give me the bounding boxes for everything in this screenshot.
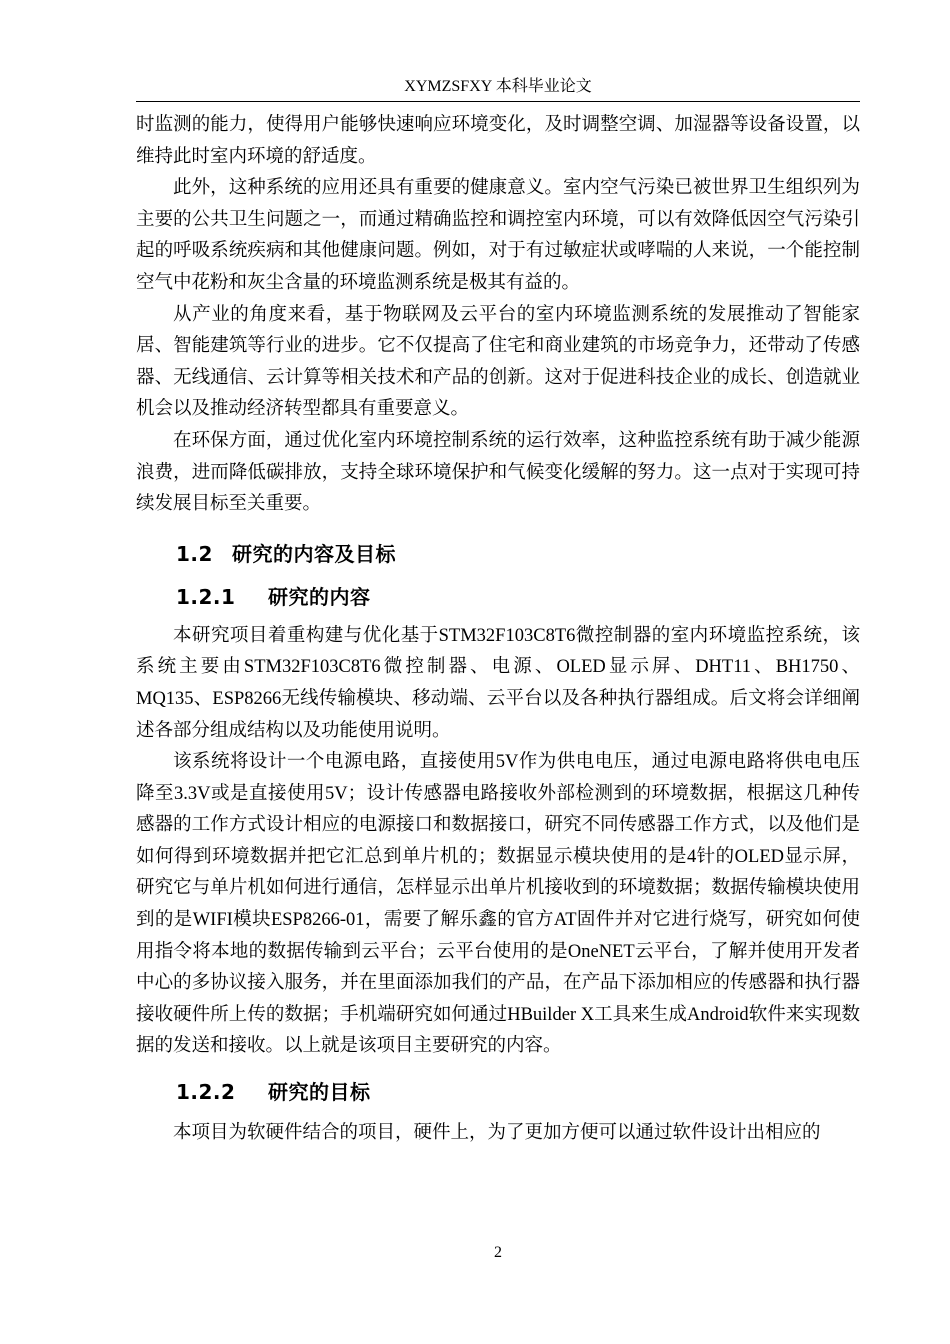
page-number: 2 [494,1244,502,1261]
subsection-number: 1.2.2 [176,1080,236,1105]
body-paragraph: 此外，这种系统的应用还具有重要的健康意义。室内空气污染已被世界卫生组织列为主要的公共卫生问题之一，而通过精确监控和调控室内环境，可以有效降低因空气污染引起的呼吸系统疾病和其他健康问题。例如，对于有过敏症状或哮喘的人来说，一个能控制空气中花粉和灰尘含量的环境监测系统是极其有益的。 [136,178,860,293]
subsection-heading-1-2-1 [136,577,860,617]
body-paragraph: 本项目为软硬件结合的项目，硬件上，为了更加方便可以通过软件设计出相应的 [173,1123,821,1144]
body-paragraph: 该系统将设计一个电源电路，直接使用5V作为供电电压，通过电源电路将供电电压降至3.3V或是直接使用5V；设计传感器电路接收外部检测到的环境数据，根据这几种传感器的工作方式设计相应的电源接口和数据接口，研究不同传感器工作方式，以及他们是如何得到环境数据并把它汇总到单片机的；数据显示模块使用的是4针的OLED显示屏，研究它与单片机如何进行通信，怎样显示出单片机接收到的环境数据；数据传输模块使用到的是WIFI模块ESP8266-01，需要了解乐鑫的官方AT固件并对它进行烧写，研究如何使用指令将本地的数据传输到云平台；云平台使用的是OneNET云平台，了解并使用开发者中心的多协议接入服务，并在里面添加我们的产品，在产品下添加相应的传感器和执行器接收硬件所上传的数据；手机端研究如何通过HBuilder X工具来生成Android软件来实现数据的发送和接收。以上就是该项目主要研究的内容。 [136,752,860,1057]
body-paragraph: 本研究项目着重构建与优化基于STM32F103C8T6微控制器的室内环境监控系统，该系统主要由STM32F103C8T6微控制器、电源、OLED显示屏、DHT11、BH1750、MQ135、ESP8266无线传输模块、移动端、云平台以及各种执行器组成。后文将会详细阐述各部分组成结构以及功能使用说明。 [136,625,860,741]
section-heading-1-2 [136,534,860,574]
subsection-number: 1.2.1 [176,584,236,609]
subsection-heading-1-2-2 [136,1072,860,1112]
body-paragraph: 时监测的能力，使得用户能够快速响应环境变化，及时调整空调、加湿器等设备设置，以维持此时室内环境的舒适度。 [136,115,860,167]
section-title: 研究的内容及目标 [232,541,396,566]
header-rule [136,101,860,102]
subsection-title: 研究的目标 [268,1080,371,1105]
body-paragraph: 在环保方面，通过优化室内环境控制系统的运行效率，这种监控系统有助于减少能源浪费，进而降低碳排放，支持全球环境保护和气候变化缓解的努力。这一点对于实现可持续发展目标至关重要。 [136,430,860,515]
section-number: 1.2 [176,541,213,566]
body-paragraph: 从产业的角度来看，基于物联网及云平台的室内环境监测系统的发展推动了智能家居、智能建筑等行业的进步。它不仅提高了住宅和商业建筑的市场竞争力，还带动了传感器、无线通信、云计算等相关技术和产品的创新。这对于促进科技企业的成长、创造就业机会以及推动经济转型都具有重要意义。 [136,304,860,420]
subsection-title: 研究的内容 [268,584,371,609]
running-header: XYMZSFXY 本科毕业论文 [404,78,592,95]
page-body [136,110,860,1150]
